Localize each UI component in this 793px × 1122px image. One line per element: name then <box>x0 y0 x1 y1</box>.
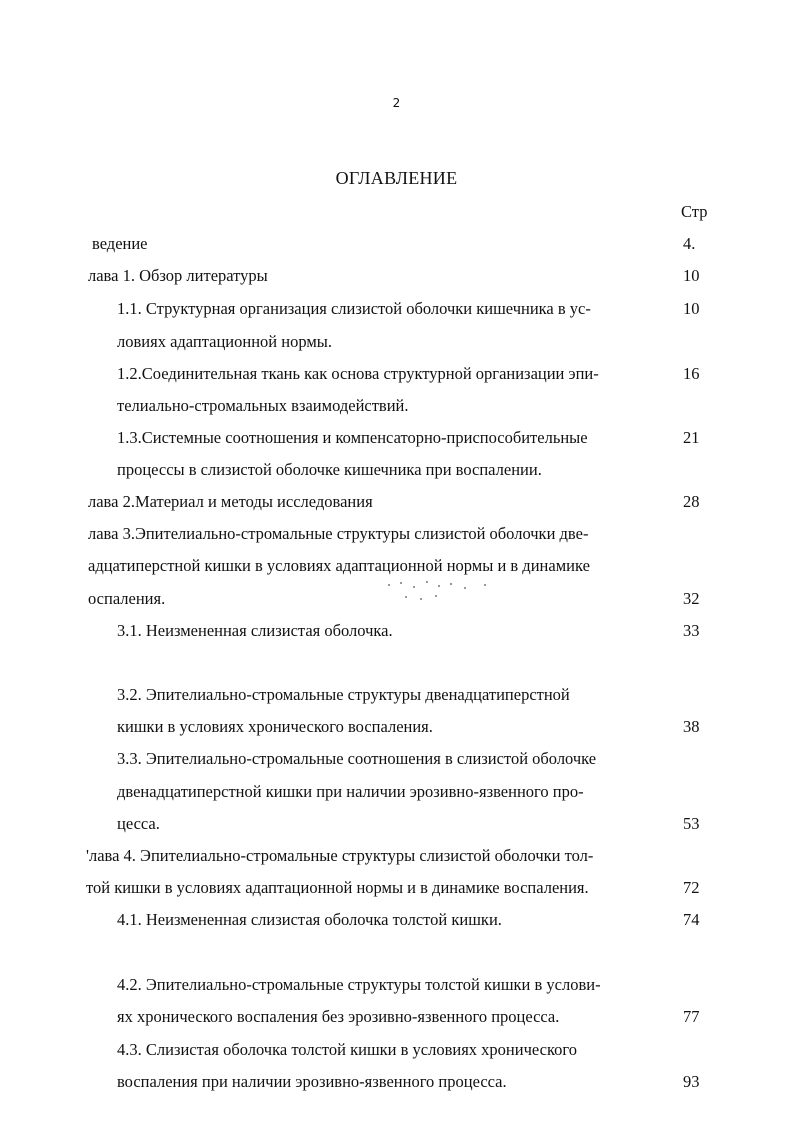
toc-page: 16 <box>683 364 700 383</box>
toc-line: адцатиперстной кишки в условиях адаптационной нормы и в динамике <box>88 556 590 575</box>
toc-line: 4.2. Эпителиально-стромальные структуры толстой кишки в услови- <box>117 975 601 994</box>
toc-line: той кишки в условиях адаптационной нормы и в динамике воспаления. <box>86 878 589 897</box>
toc-line: лава 1. Обзор литературы <box>88 266 268 285</box>
toc-line: лава 2.Материал и методы исследования <box>88 492 373 511</box>
toc-line: цесса. <box>117 814 160 833</box>
toc-line: двенадцатиперстной кишки при наличии эрозивно-язвенного про- <box>117 782 584 801</box>
toc-page: 32 <box>683 589 700 608</box>
toc-page: 72 <box>683 878 700 897</box>
toc-line: 1.1. Структурная организация слизистой оболочки кишечника в ус- <box>117 299 591 318</box>
toc-line: телиально-стромальных взаимодействий. <box>117 396 409 415</box>
toc-line: 4.1. Неизмененная слизистая оболочка толстой кишки. <box>117 910 502 929</box>
toc-line: кишки в условиях хронического воспаления. <box>117 717 433 736</box>
toc-page: 33 <box>683 621 700 640</box>
toc-page: 77 <box>683 1007 700 1026</box>
toc-line: лава 3.Эпителиально-стромальные структуры слизистой оболочки две- <box>88 524 589 543</box>
page-title: ОГЛАВЛЕНИЕ <box>335 168 458 188</box>
toc-line: 1.2.Соединительная ткань как основа структурной организации эпи- <box>117 364 599 383</box>
toc-line: процессы в слизистой оболочке кишечника при воспалении. <box>117 460 542 479</box>
page-number: 2 <box>392 96 401 110</box>
scan-smudge <box>380 578 500 608</box>
toc-line: ях хронического воспаления без эрозивно-язвенного процесса. <box>117 1007 560 1026</box>
toc-line: 3.2. Эпителиально-стромальные структуры двенадцатиперстной <box>117 685 570 704</box>
toc-line: оспаления. <box>88 589 166 608</box>
toc-line: 4.3. Слизистая оболочка толстой кишки в условиях хронического <box>117 1040 577 1059</box>
toc-line: воспаления при наличии эрозивно-язвенного процесса. <box>117 1072 507 1091</box>
toc-page: 10 <box>683 266 700 285</box>
toc-page: 21 <box>683 428 700 447</box>
toc-page: 38 <box>683 717 700 736</box>
toc-page: 4. <box>683 234 696 253</box>
toc-line: ловиях адаптационной нормы. <box>117 332 332 351</box>
toc-line: 3.1. Неизмененная слизистая оболочка. <box>117 621 393 640</box>
toc-line: 1.3.Системные соотношения и компенсаторно-приспособительные <box>117 428 588 447</box>
toc-page: 53 <box>683 814 700 833</box>
toc-page: 10 <box>683 299 700 318</box>
page-column-header: Стр <box>681 202 708 221</box>
toc-page: 74 <box>683 910 700 929</box>
toc-page: 28 <box>683 492 700 511</box>
toc-line: 'лава 4. Эпителиально-стромальные структуры слизистой оболочки тол- <box>86 846 594 865</box>
toc-line: ведение <box>92 234 148 253</box>
toc-line: 3.3. Эпителиально-стромальные соотношения в слизистой оболочке <box>117 749 597 768</box>
toc-page: 93 <box>683 1072 700 1091</box>
